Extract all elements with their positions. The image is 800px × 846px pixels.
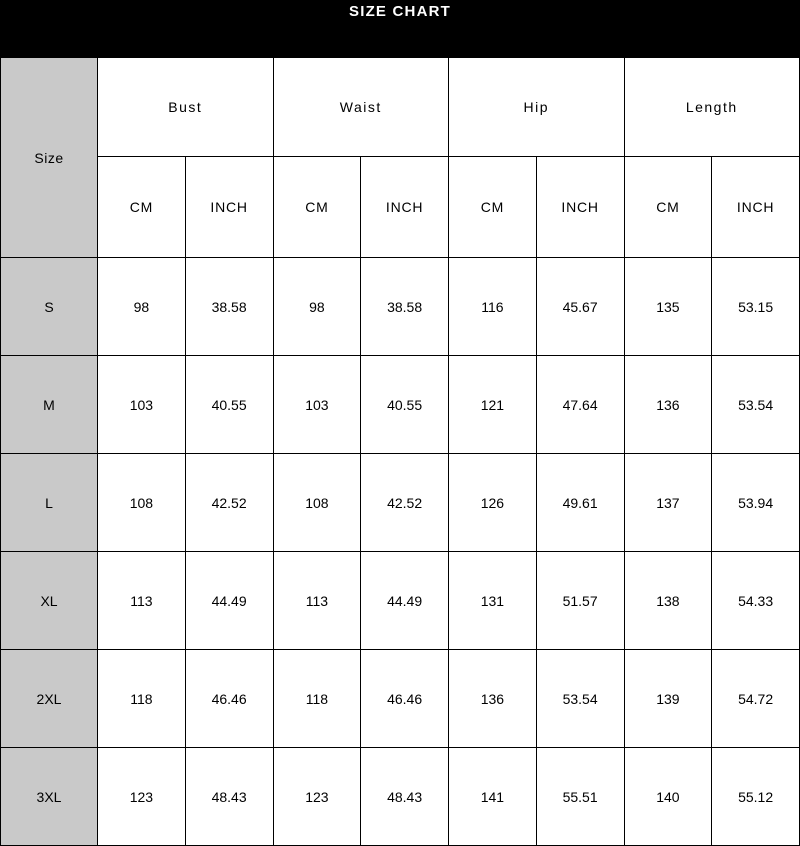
row-size-label: 3XL — [1, 748, 98, 846]
cell-bust-cm: 98 — [98, 258, 186, 356]
cell-waist-inch: 42.52 — [361, 454, 449, 552]
cell-hip-cm: 121 — [449, 356, 537, 454]
cell-hip-inch: 51.57 — [536, 552, 624, 650]
row-size-label: 2XL — [1, 650, 98, 748]
cell-waist-inch: 48.43 — [361, 748, 449, 846]
unit-header-waist-inch: INCH — [361, 157, 449, 258]
cell-hip-inch: 49.61 — [536, 454, 624, 552]
cell-hip-inch: 53.54 — [536, 650, 624, 748]
cell-waist-inch: 38.58 — [361, 258, 449, 356]
cell-length-inch: 53.15 — [712, 258, 800, 356]
cell-length-inch: 55.12 — [712, 748, 800, 846]
cell-length-inch: 54.72 — [712, 650, 800, 748]
table-row-group-header — [1, 58, 800, 157]
cell-waist-inch: 46.46 — [361, 650, 449, 748]
cell-waist-cm: 103 — [273, 356, 361, 454]
cell-bust-cm: 118 — [98, 650, 186, 748]
unit-header-hip-inch: INCH — [536, 157, 624, 258]
title-band — [0, 0, 800, 57]
cell-waist-cm: 123 — [273, 748, 361, 846]
cell-bust-cm: 113 — [98, 552, 186, 650]
group-header-length: Length — [624, 58, 800, 157]
cell-length-inch: 54.33 — [712, 552, 800, 650]
cell-bust-inch: 48.43 — [185, 748, 273, 846]
size-column-header: Size — [1, 58, 98, 258]
row-size-label: L — [1, 454, 98, 552]
cell-waist-cm: 118 — [273, 650, 361, 748]
cell-bust-cm: 103 — [98, 356, 186, 454]
cell-bust-inch: 40.55 — [185, 356, 273, 454]
table-row — [1, 356, 800, 454]
table-row — [1, 258, 800, 356]
unit-header-length-inch: INCH — [712, 157, 800, 258]
cell-waist-cm: 98 — [273, 258, 361, 356]
unit-header-waist-cm: CM — [273, 157, 361, 258]
cell-hip-cm: 141 — [449, 748, 537, 846]
cell-waist-inch: 44.49 — [361, 552, 449, 650]
cell-bust-inch: 38.58 — [185, 258, 273, 356]
page-title: SIZE CHART — [349, 3, 451, 20]
cell-length-cm: 139 — [624, 650, 712, 748]
row-size-label: S — [1, 258, 98, 356]
group-header-hip: Hip — [449, 58, 625, 157]
cell-length-inch: 53.94 — [712, 454, 800, 552]
size-chart-table — [0, 57, 800, 846]
table-row — [1, 650, 800, 748]
cell-hip-cm: 116 — [449, 258, 537, 356]
cell-waist-inch: 40.55 — [361, 356, 449, 454]
cell-waist-cm: 113 — [273, 552, 361, 650]
cell-hip-inch: 47.64 — [536, 356, 624, 454]
table-row — [1, 454, 800, 552]
cell-bust-cm: 123 — [98, 748, 186, 846]
group-header-waist: Waist — [273, 58, 449, 157]
cell-length-cm: 135 — [624, 258, 712, 356]
cell-hip-inch: 45.67 — [536, 258, 624, 356]
cell-hip-cm: 136 — [449, 650, 537, 748]
cell-hip-cm: 131 — [449, 552, 537, 650]
cell-length-cm: 138 — [624, 552, 712, 650]
table-row — [1, 552, 800, 650]
group-header-bust: Bust — [98, 58, 274, 157]
unit-header-bust-inch: INCH — [185, 157, 273, 258]
cell-hip-inch: 55.51 — [536, 748, 624, 846]
unit-header-length-cm: CM — [624, 157, 712, 258]
cell-bust-inch: 44.49 — [185, 552, 273, 650]
cell-length-inch: 53.54 — [712, 356, 800, 454]
unit-header-hip-cm: CM — [449, 157, 537, 258]
cell-length-cm: 136 — [624, 356, 712, 454]
cell-hip-cm: 126 — [449, 454, 537, 552]
row-size-label: M — [1, 356, 98, 454]
cell-waist-cm: 108 — [273, 454, 361, 552]
cell-length-cm: 137 — [624, 454, 712, 552]
table-row-unit-header — [1, 157, 800, 258]
cell-bust-inch: 42.52 — [185, 454, 273, 552]
unit-header-bust-cm: CM — [98, 157, 186, 258]
row-size-label: XL — [1, 552, 98, 650]
table-row — [1, 748, 800, 846]
cell-length-cm: 140 — [624, 748, 712, 846]
cell-bust-inch: 46.46 — [185, 650, 273, 748]
cell-bust-cm: 108 — [98, 454, 186, 552]
